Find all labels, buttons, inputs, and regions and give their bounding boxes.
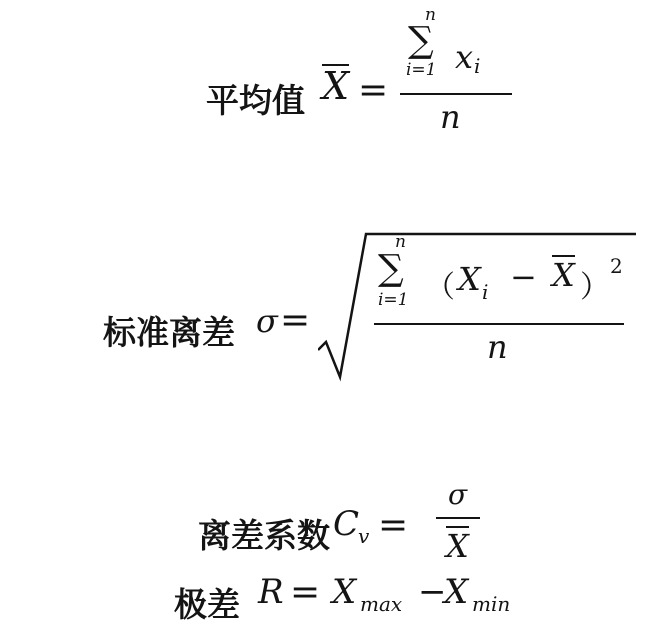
- stddev-minus: −: [510, 258, 537, 296]
- stddev-mean: X: [552, 256, 575, 294]
- cv-symbol-sub: v: [358, 524, 370, 548]
- stddev-term-sub: i: [482, 280, 489, 304]
- stddev-sum-upper: n: [395, 232, 406, 252]
- cv-symbol: C: [333, 504, 360, 544]
- stddev-sigma: ∑: [378, 248, 404, 289]
- cv-numerator: σ: [448, 478, 468, 511]
- range-symbol: R: [258, 572, 284, 612]
- mean-symbol: X: [322, 64, 350, 108]
- sqrt-radical: [318, 232, 638, 382]
- range-min-sub: min: [472, 592, 511, 616]
- cv-denominator: X: [446, 527, 469, 565]
- range-max-term: X: [332, 572, 357, 612]
- cv-label: 离差系数: [198, 516, 330, 555]
- stddev-label: 标准离差: [103, 313, 235, 352]
- stddev-term: X: [458, 260, 481, 298]
- mean-label: 平均值: [206, 81, 305, 120]
- mean-sigma: ∑: [408, 20, 434, 61]
- mean-equals: =: [358, 70, 389, 111]
- mean-term-sub: i: [474, 54, 481, 78]
- range-label: 极差: [174, 585, 240, 624]
- stddev-power: 2: [610, 254, 623, 278]
- mean-sum-lower: i=1: [406, 60, 437, 80]
- stddev-denominator: n: [487, 328, 508, 366]
- cv-fraction-bar: [436, 517, 480, 519]
- range-equals: =: [290, 572, 321, 613]
- range-max-sub: max: [360, 592, 403, 616]
- range-minus: −: [418, 572, 447, 612]
- mean-term: x: [455, 38, 474, 76]
- cv-equals: =: [378, 505, 409, 546]
- stddev-sum-lower: i=1: [378, 290, 409, 310]
- stddev-fraction-bar: [374, 323, 624, 325]
- stddev-symbol: σ: [256, 302, 278, 340]
- stddev-equals: =: [280, 300, 311, 341]
- mean-sum-upper: n: [425, 5, 436, 25]
- range-min-term: X: [444, 572, 469, 612]
- mean-denominator: n: [440, 98, 461, 136]
- stddev-close-paren: ）: [580, 270, 610, 305]
- mean-fraction-bar: [400, 93, 512, 95]
- stddev-open-paren: （: [425, 270, 455, 305]
